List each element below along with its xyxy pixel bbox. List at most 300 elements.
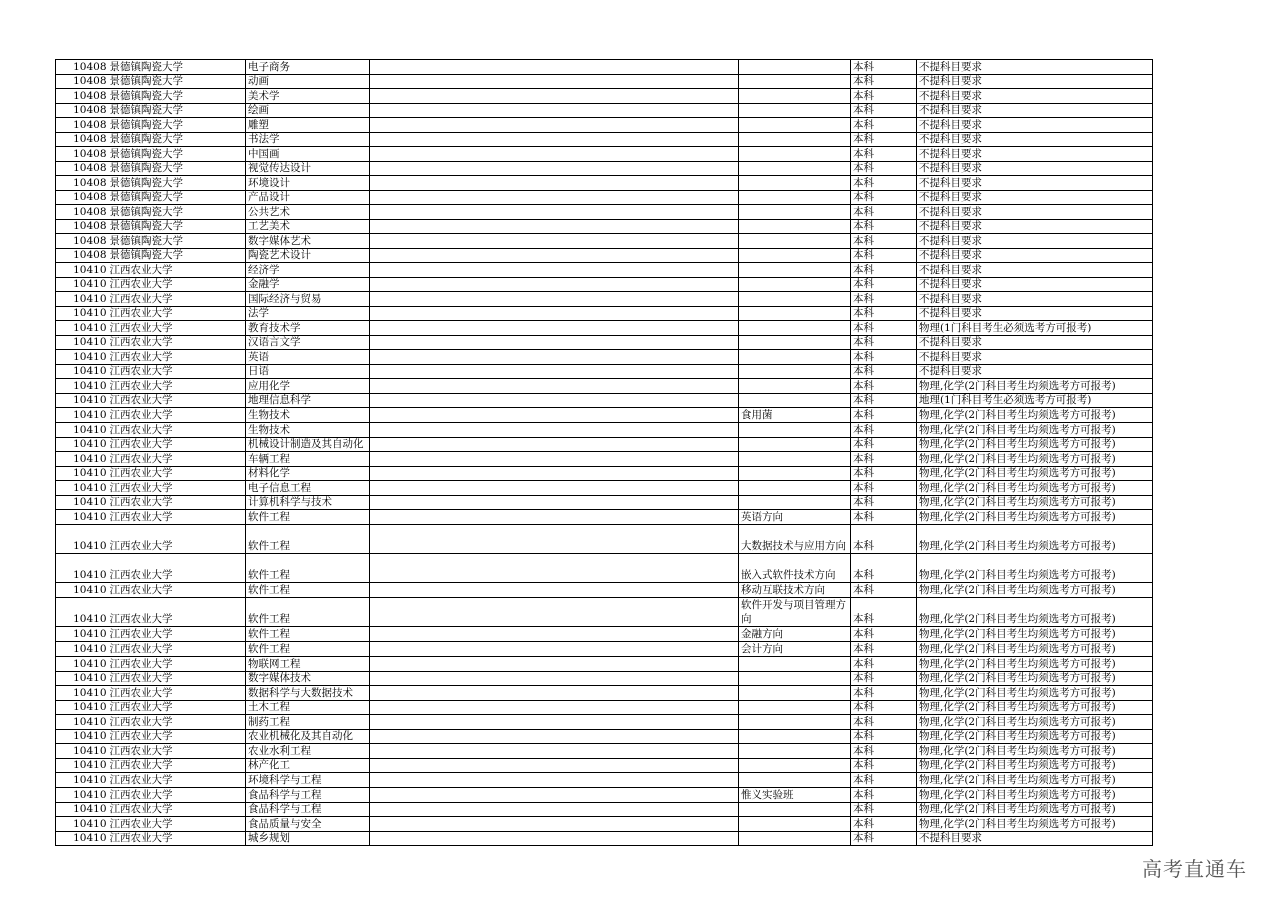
subject-requirement-cell: 物理,化学(2门科目考生均须选考方可报考)	[917, 481, 1153, 496]
level-cell: 本科	[851, 248, 917, 263]
direction-cell	[739, 292, 851, 307]
subject-requirement-cell: 物理,化学(2门科目考生均须选考方可报考)	[917, 686, 1153, 701]
school-name-cell: 江西农业大学	[108, 408, 246, 423]
major-name-cell: 环境科学与工程	[246, 773, 370, 788]
subject-requirement-cell: 物理,化学(2门科目考生均须选考方可报考)	[917, 657, 1153, 672]
table-row	[56, 89, 1153, 104]
table-row	[56, 350, 1153, 365]
school-name-cell: 江西农业大学	[108, 598, 246, 627]
note-cell	[370, 292, 739, 307]
level-cell: 本科	[851, 89, 917, 104]
major-name-cell: 环境设计	[246, 176, 370, 191]
major-name-cell: 汉语言文学	[246, 335, 370, 350]
direction-cell	[739, 423, 851, 438]
school-name-cell: 江西农业大学	[108, 525, 246, 554]
direction-cell	[739, 60, 851, 75]
subject-requirement-cell: 不提科目要求	[917, 74, 1153, 89]
note-cell	[370, 495, 739, 510]
admissions-table	[55, 59, 1153, 846]
direction-cell	[739, 379, 851, 394]
note-cell	[370, 306, 739, 321]
school-name-cell: 江西农业大学	[108, 263, 246, 278]
school-code-cell: 10410	[56, 466, 108, 481]
school-name-cell: 景德镇陶瓷大学	[108, 176, 246, 191]
subject-requirement-cell: 不提科目要求	[917, 89, 1153, 104]
table-row	[56, 132, 1153, 147]
direction-cell	[739, 219, 851, 234]
subject-requirement-cell: 不提科目要求	[917, 161, 1153, 176]
major-name-cell: 经济学	[246, 263, 370, 278]
direction-cell	[739, 802, 851, 817]
school-code-cell: 10410	[56, 831, 108, 846]
level-cell: 本科	[851, 495, 917, 510]
level-cell: 本科	[851, 686, 917, 701]
subject-requirement-cell: 物理,化学(2门科目考生均须选考方可报考)	[917, 729, 1153, 744]
major-name-cell: 视觉传达设计	[246, 161, 370, 176]
subject-requirement-cell: 不提科目要求	[917, 364, 1153, 379]
school-code-cell: 10410	[56, 525, 108, 554]
major-name-cell: 法学	[246, 306, 370, 321]
level-cell: 本科	[851, 379, 917, 394]
subject-requirement-cell: 物理,化学(2门科目考生均须选考方可报考)	[917, 510, 1153, 525]
major-name-cell: 软件工程	[246, 510, 370, 525]
direction-cell	[739, 176, 851, 191]
school-name-cell: 景德镇陶瓷大学	[108, 205, 246, 220]
school-name-cell: 江西农业大学	[108, 758, 246, 773]
subject-requirement-cell: 物理,化学(2门科目考生均须选考方可报考)	[917, 627, 1153, 642]
school-code-cell: 10408	[56, 234, 108, 249]
note-cell	[370, 89, 739, 104]
level-cell: 本科	[851, 118, 917, 133]
table-row	[56, 219, 1153, 234]
direction-cell: 嵌入式软件技术方向	[739, 554, 851, 583]
school-code-cell: 10410	[56, 700, 108, 715]
table-row	[56, 495, 1153, 510]
major-name-cell: 计算机科学与技术	[246, 495, 370, 510]
school-code-cell: 10408	[56, 248, 108, 263]
level-cell: 本科	[851, 831, 917, 846]
level-cell: 本科	[851, 598, 917, 627]
school-name-cell: 江西农业大学	[108, 773, 246, 788]
level-cell: 本科	[851, 190, 917, 205]
direction-cell	[739, 364, 851, 379]
level-cell: 本科	[851, 306, 917, 321]
school-code-cell: 10410	[56, 292, 108, 307]
level-cell: 本科	[851, 103, 917, 118]
school-name-cell: 江西农业大学	[108, 393, 246, 408]
direction-cell: 大数据技术与应用方向	[739, 525, 851, 554]
school-name-cell: 江西农业大学	[108, 802, 246, 817]
direction-cell	[739, 132, 851, 147]
school-name-cell: 景德镇陶瓷大学	[108, 219, 246, 234]
school-code-cell: 10410	[56, 437, 108, 452]
table-row	[56, 306, 1153, 321]
direction-cell	[739, 205, 851, 220]
major-name-cell: 日语	[246, 364, 370, 379]
subject-requirement-cell: 不提科目要求	[917, 263, 1153, 278]
note-cell	[370, 103, 739, 118]
direction-cell	[739, 671, 851, 686]
direction-cell	[739, 715, 851, 730]
level-cell: 本科	[851, 729, 917, 744]
school-name-cell: 江西农业大学	[108, 481, 246, 496]
direction-cell: 英语方向	[739, 510, 851, 525]
direction-cell: 软件开发与项目管理方向	[739, 598, 851, 627]
school-name-cell: 江西农业大学	[108, 335, 246, 350]
direction-cell	[739, 744, 851, 759]
school-code-cell: 10410	[56, 495, 108, 510]
table-row	[56, 234, 1153, 249]
note-cell	[370, 437, 739, 452]
school-code-cell: 10410	[56, 379, 108, 394]
table-row	[56, 118, 1153, 133]
school-code-cell: 10410	[56, 773, 108, 788]
subject-requirement-cell: 不提科目要求	[917, 831, 1153, 846]
subject-requirement-cell: 不提科目要求	[917, 190, 1153, 205]
level-cell: 本科	[851, 205, 917, 220]
major-name-cell: 城乡规划	[246, 831, 370, 846]
note-cell	[370, 190, 739, 205]
level-cell: 本科	[851, 350, 917, 365]
school-name-cell: 江西农业大学	[108, 277, 246, 292]
note-cell	[370, 802, 739, 817]
school-name-cell: 江西农业大学	[108, 642, 246, 657]
school-name-cell: 江西农业大学	[108, 817, 246, 832]
school-code-cell: 10410	[56, 335, 108, 350]
subject-requirement-cell: 物理,化学(2门科目考生均须选考方可报考)	[917, 700, 1153, 715]
major-name-cell: 教育技术学	[246, 321, 370, 336]
table-row	[56, 686, 1153, 701]
subject-requirement-cell: 不提科目要求	[917, 60, 1153, 75]
major-name-cell: 农业机械化及其自动化	[246, 729, 370, 744]
school-code-cell: 10408	[56, 89, 108, 104]
school-name-cell: 江西农业大学	[108, 364, 246, 379]
subject-requirement-cell: 不提科目要求	[917, 234, 1153, 249]
direction-cell	[739, 437, 851, 452]
note-cell	[370, 277, 739, 292]
school-name-cell: 江西农业大学	[108, 715, 246, 730]
school-code-cell: 10410	[56, 408, 108, 423]
school-name-cell: 江西农业大学	[108, 583, 246, 598]
watermark: 高考直通车	[1142, 857, 1247, 881]
school-name-cell: 江西农业大学	[108, 437, 246, 452]
level-cell: 本科	[851, 481, 917, 496]
major-name-cell: 软件工程	[246, 627, 370, 642]
major-name-cell: 机械设计制造及其自动化	[246, 437, 370, 452]
school-name-cell: 江西农业大学	[108, 379, 246, 394]
school-name-cell: 江西农业大学	[108, 729, 246, 744]
school-code-cell: 10410	[56, 277, 108, 292]
subject-requirement-cell: 物理,化学(2门科目考生均须选考方可报考)	[917, 758, 1153, 773]
level-cell: 本科	[851, 292, 917, 307]
direction-cell	[739, 74, 851, 89]
school-code-cell: 10410	[56, 729, 108, 744]
level-cell: 本科	[851, 437, 917, 452]
school-name-cell: 江西农业大学	[108, 831, 246, 846]
level-cell: 本科	[851, 60, 917, 75]
note-cell	[370, 700, 739, 715]
table-row	[56, 176, 1153, 191]
school-code-cell: 10410	[56, 321, 108, 336]
direction-cell	[739, 729, 851, 744]
table-row	[56, 700, 1153, 715]
direction-cell: 惟义实验班	[739, 787, 851, 802]
major-name-cell: 食品科学与工程	[246, 802, 370, 817]
note-cell	[370, 147, 739, 162]
level-cell: 本科	[851, 335, 917, 350]
school-name-cell: 江西农业大学	[108, 423, 246, 438]
school-code-cell: 10408	[56, 103, 108, 118]
level-cell: 本科	[851, 715, 917, 730]
school-name-cell: 景德镇陶瓷大学	[108, 74, 246, 89]
direction-cell	[739, 831, 851, 846]
table-row	[56, 205, 1153, 220]
direction-cell	[739, 350, 851, 365]
school-code-cell: 10410	[56, 306, 108, 321]
subject-requirement-cell: 物理,化学(2门科目考生均须选考方可报考)	[917, 525, 1153, 554]
subject-requirement-cell: 不提科目要求	[917, 205, 1153, 220]
major-name-cell: 软件工程	[246, 525, 370, 554]
table-row	[56, 452, 1153, 467]
level-cell: 本科	[851, 277, 917, 292]
table-row	[56, 321, 1153, 336]
school-code-cell: 10410	[56, 393, 108, 408]
school-name-cell: 江西农业大学	[108, 657, 246, 672]
school-name-cell: 景德镇陶瓷大学	[108, 89, 246, 104]
school-code-cell: 10410	[56, 583, 108, 598]
note-cell	[370, 118, 739, 133]
direction-cell	[739, 248, 851, 263]
level-cell: 本科	[851, 234, 917, 249]
subject-requirement-cell: 物理,化学(2门科目考生均须选考方可报考)	[917, 744, 1153, 759]
subject-requirement-cell: 物理(1门科目考生必须选考方可报考)	[917, 321, 1153, 336]
table-row	[56, 248, 1153, 263]
note-cell	[370, 627, 739, 642]
school-code-cell: 10408	[56, 74, 108, 89]
level-cell: 本科	[851, 758, 917, 773]
note-cell	[370, 350, 739, 365]
table-row	[56, 481, 1153, 496]
major-name-cell: 美术学	[246, 89, 370, 104]
table-row	[56, 802, 1153, 817]
note-cell	[370, 452, 739, 467]
direction-cell	[739, 657, 851, 672]
table-row	[56, 787, 1153, 802]
school-code-cell: 10410	[56, 452, 108, 467]
school-name-cell: 景德镇陶瓷大学	[108, 234, 246, 249]
school-name-cell: 景德镇陶瓷大学	[108, 147, 246, 162]
note-cell	[370, 364, 739, 379]
school-name-cell: 江西农业大学	[108, 495, 246, 510]
note-cell	[370, 715, 739, 730]
direction-cell	[739, 190, 851, 205]
note-cell	[370, 657, 739, 672]
subject-requirement-cell: 物理,化学(2门科目考生均须选考方可报考)	[917, 642, 1153, 657]
subject-requirement-cell: 不提科目要求	[917, 176, 1153, 191]
school-name-cell: 江西农业大学	[108, 700, 246, 715]
school-code-cell: 10410	[56, 787, 108, 802]
table-row	[56, 642, 1153, 657]
direction-cell	[739, 452, 851, 467]
table-row	[56, 758, 1153, 773]
level-cell: 本科	[851, 525, 917, 554]
direction-cell	[739, 147, 851, 162]
school-code-cell: 10410	[56, 686, 108, 701]
table-row	[56, 583, 1153, 598]
subject-requirement-cell: 物理,化学(2门科目考生均须选考方可报考)	[917, 802, 1153, 817]
direction-cell	[739, 773, 851, 788]
note-cell	[370, 248, 739, 263]
major-name-cell: 国际经济与贸易	[246, 292, 370, 307]
table-row	[56, 277, 1153, 292]
level-cell: 本科	[851, 787, 917, 802]
direction-cell	[739, 321, 851, 336]
level-cell: 本科	[851, 773, 917, 788]
subject-requirement-cell: 物理,化学(2门科目考生均须选考方可报考)	[917, 423, 1153, 438]
note-cell	[370, 219, 739, 234]
direction-cell	[739, 481, 851, 496]
note-cell	[370, 583, 739, 598]
note-cell	[370, 525, 739, 554]
table-row	[56, 60, 1153, 75]
subject-requirement-cell: 不提科目要求	[917, 306, 1153, 321]
level-cell: 本科	[851, 176, 917, 191]
table-row	[56, 74, 1153, 89]
major-name-cell: 陶瓷艺术设计	[246, 248, 370, 263]
level-cell: 本科	[851, 466, 917, 481]
level-cell: 本科	[851, 627, 917, 642]
note-cell	[370, 132, 739, 147]
subject-requirement-cell: 物理,化学(2门科目考生均须选考方可报考)	[917, 408, 1153, 423]
table-row	[56, 423, 1153, 438]
school-code-cell: 10408	[56, 219, 108, 234]
subject-requirement-cell: 地理(1门科目考生必须选考方可报考)	[917, 393, 1153, 408]
direction-cell	[739, 817, 851, 832]
note-cell	[370, 263, 739, 278]
note-cell	[370, 554, 739, 583]
direction-cell	[739, 263, 851, 278]
direction-cell	[739, 277, 851, 292]
school-code-cell: 10408	[56, 118, 108, 133]
school-code-cell: 10410	[56, 715, 108, 730]
level-cell: 本科	[851, 802, 917, 817]
note-cell	[370, 321, 739, 336]
major-name-cell: 软件工程	[246, 642, 370, 657]
table-row	[56, 190, 1153, 205]
subject-requirement-cell: 物理,化学(2门科目考生均须选考方可报考)	[917, 554, 1153, 583]
note-cell	[370, 787, 739, 802]
school-code-cell: 10408	[56, 161, 108, 176]
level-cell: 本科	[851, 408, 917, 423]
school-code-cell: 10410	[56, 817, 108, 832]
direction-cell	[739, 495, 851, 510]
school-name-cell: 景德镇陶瓷大学	[108, 190, 246, 205]
school-name-cell: 江西农业大学	[108, 510, 246, 525]
major-name-cell: 生物技术	[246, 408, 370, 423]
major-name-cell: 公共艺术	[246, 205, 370, 220]
subject-requirement-cell: 不提科目要求	[917, 103, 1153, 118]
major-name-cell: 雕塑	[246, 118, 370, 133]
school-name-cell: 景德镇陶瓷大学	[108, 248, 246, 263]
note-cell	[370, 161, 739, 176]
school-code-cell: 10410	[56, 554, 108, 583]
school-name-cell: 江西农业大学	[108, 686, 246, 701]
table-row	[56, 744, 1153, 759]
school-name-cell: 江西农业大学	[108, 350, 246, 365]
school-code-cell: 10410	[56, 744, 108, 759]
note-cell	[370, 176, 739, 191]
major-name-cell: 农业水利工程	[246, 744, 370, 759]
school-name-cell: 江西农业大学	[108, 627, 246, 642]
major-name-cell: 数字媒体技术	[246, 671, 370, 686]
note-cell	[370, 642, 739, 657]
table-row	[56, 817, 1153, 832]
note-cell	[370, 423, 739, 438]
table-row	[56, 263, 1153, 278]
subject-requirement-cell: 物理,化学(2门科目考生均须选考方可报考)	[917, 598, 1153, 627]
table-row	[56, 525, 1153, 554]
subject-requirement-cell: 物理,化学(2门科目考生均须选考方可报考)	[917, 773, 1153, 788]
direction-cell	[739, 103, 851, 118]
subject-requirement-cell: 物理,化学(2门科目考生均须选考方可报考)	[917, 452, 1153, 467]
direction-cell	[739, 118, 851, 133]
subject-requirement-cell: 不提科目要求	[917, 147, 1153, 162]
level-cell: 本科	[851, 147, 917, 162]
level-cell: 本科	[851, 700, 917, 715]
note-cell	[370, 773, 739, 788]
note-cell	[370, 393, 739, 408]
school-code-cell: 10408	[56, 132, 108, 147]
subject-requirement-cell: 物理,化学(2门科目考生均须选考方可报考)	[917, 715, 1153, 730]
subject-requirement-cell: 物理,化学(2门科目考生均须选考方可报考)	[917, 495, 1153, 510]
school-code-cell: 10410	[56, 364, 108, 379]
school-name-cell: 江西农业大学	[108, 554, 246, 583]
table-row	[56, 831, 1153, 846]
school-code-cell: 10410	[56, 423, 108, 438]
level-cell: 本科	[851, 554, 917, 583]
school-code-cell: 10410	[56, 350, 108, 365]
major-name-cell: 软件工程	[246, 583, 370, 598]
direction-cell	[739, 758, 851, 773]
level-cell: 本科	[851, 510, 917, 525]
major-name-cell: 软件工程	[246, 598, 370, 627]
direction-cell	[739, 700, 851, 715]
table-row	[56, 627, 1153, 642]
level-cell: 本科	[851, 671, 917, 686]
subject-requirement-cell: 不提科目要求	[917, 248, 1153, 263]
school-name-cell: 景德镇陶瓷大学	[108, 118, 246, 133]
major-name-cell: 电子信息工程	[246, 481, 370, 496]
major-name-cell: 生物技术	[246, 423, 370, 438]
table-row	[56, 671, 1153, 686]
school-name-cell: 江西农业大学	[108, 744, 246, 759]
table-row	[56, 715, 1153, 730]
school-name-cell: 江西农业大学	[108, 671, 246, 686]
direction-cell	[739, 234, 851, 249]
major-name-cell: 产品设计	[246, 190, 370, 205]
note-cell	[370, 60, 739, 75]
major-name-cell: 应用化学	[246, 379, 370, 394]
direction-cell	[739, 161, 851, 176]
subject-requirement-cell: 不提科目要求	[917, 277, 1153, 292]
table-row	[56, 364, 1153, 379]
note-cell	[370, 466, 739, 481]
major-name-cell: 数字媒体艺术	[246, 234, 370, 249]
major-name-cell: 林产化工	[246, 758, 370, 773]
major-name-cell: 英语	[246, 350, 370, 365]
note-cell	[370, 671, 739, 686]
note-cell	[370, 729, 739, 744]
